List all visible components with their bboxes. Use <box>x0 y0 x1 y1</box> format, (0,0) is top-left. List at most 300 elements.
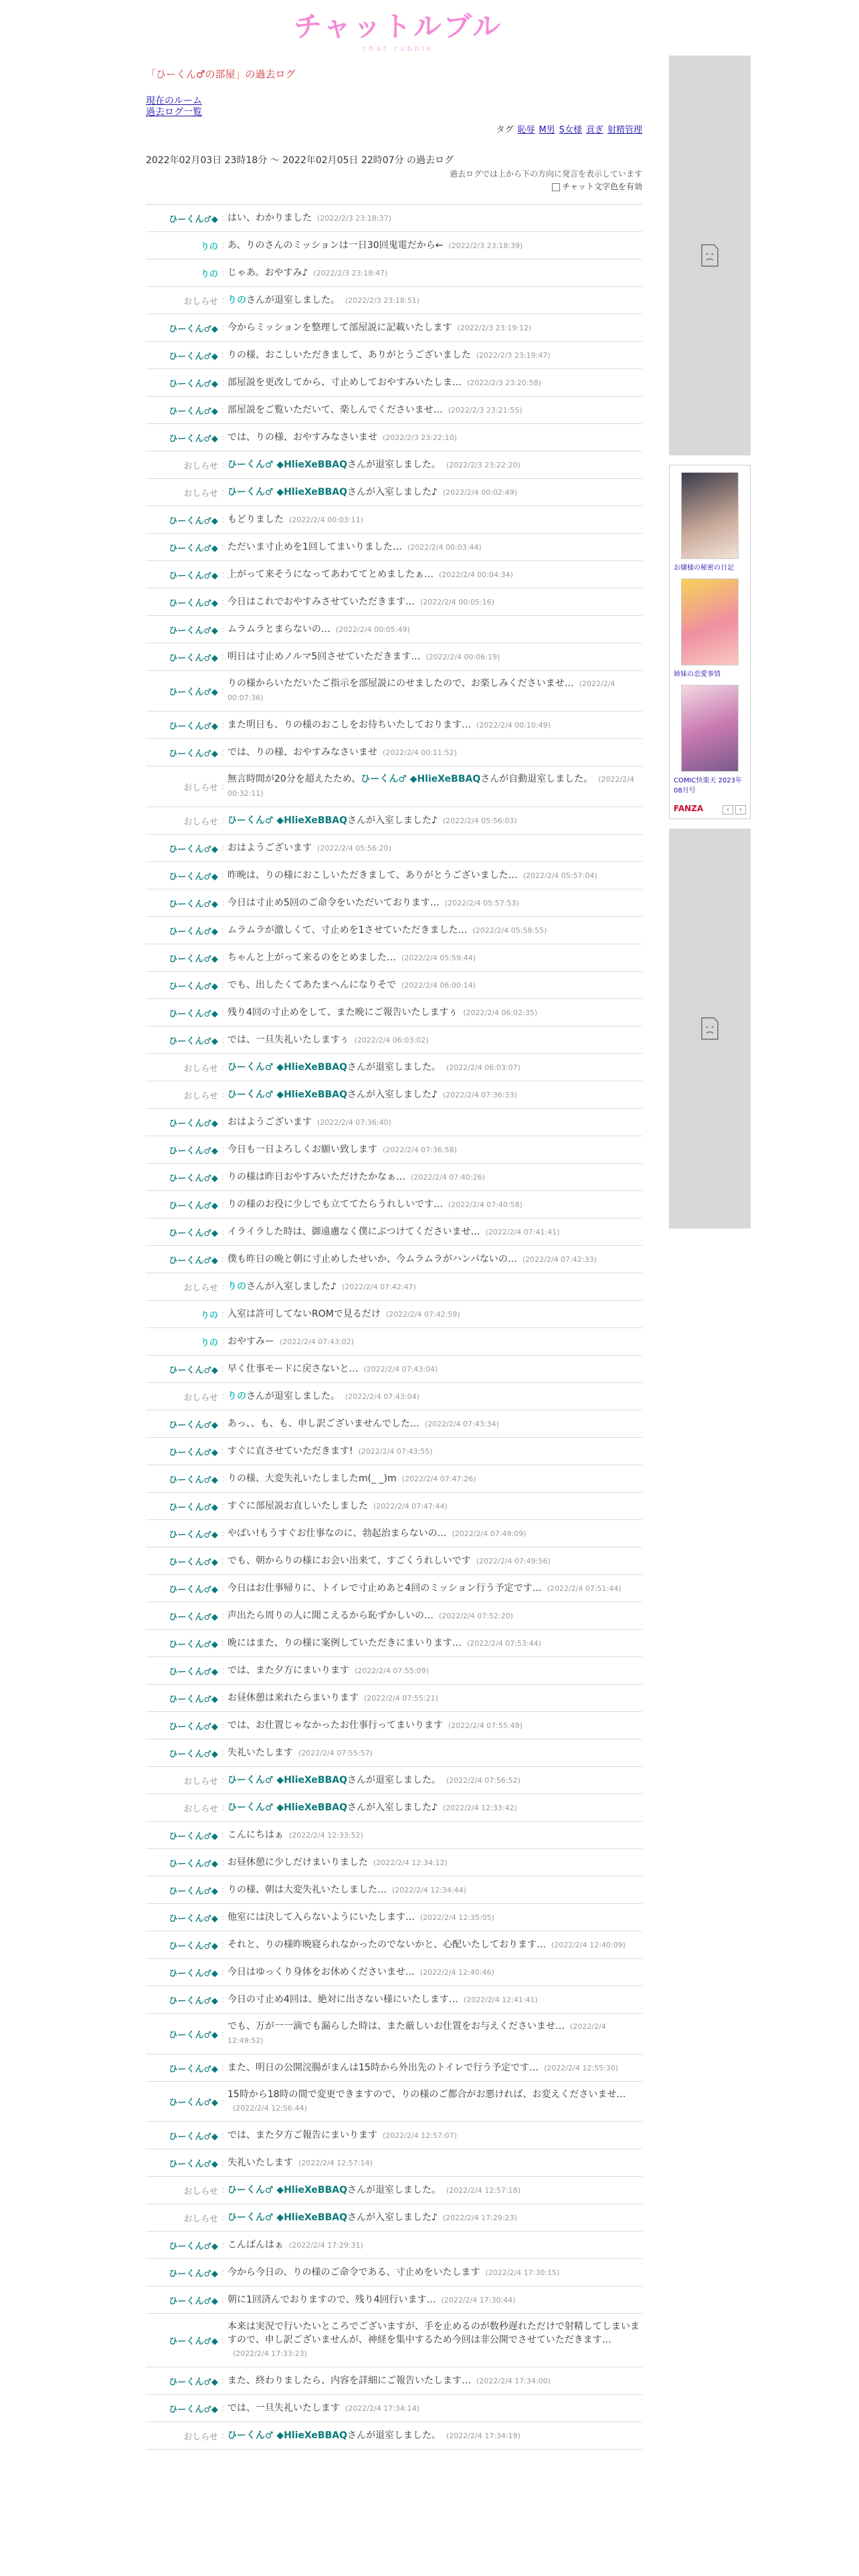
separator: : <box>221 1858 225 1867</box>
timestamp: (2022/2/4 00:05:16) <box>420 597 494 607</box>
chat-row <box>146 479 642 506</box>
separator: : <box>221 1145 225 1154</box>
message-text <box>227 951 642 965</box>
current-room-link[interactable]: 現在のルーム <box>146 96 202 106</box>
notice-text: さんが入室しました♪ <box>347 486 438 498</box>
checkbox[interactable] <box>552 183 560 191</box>
message-body: 今から今日の、りの様のご命令である、寸止めをいたします <box>227 2266 480 2278</box>
chat-row <box>146 944 642 972</box>
chat-row <box>146 1602 642 1630</box>
speaker-name: ひーくん♂◆ <box>169 1365 218 1376</box>
separator: : <box>221 2431 225 2440</box>
message-body: 今日はこれでおやすみさせていただきます… <box>227 596 415 607</box>
timestamp: (2022/2/4 12:33:52) <box>289 1830 363 1840</box>
separator: : <box>221 1748 225 1757</box>
message-body: りの様、大変失礼いたしましたm(_ _)m <box>227 1473 397 1484</box>
message-body: イライラした時は、御遠慮なく僕にぶつけてくださいませ… <box>227 1226 480 1237</box>
message-text <box>227 1774 642 1788</box>
separator: : <box>221 1446 225 1456</box>
separator: : <box>221 1309 225 1319</box>
chat-row <box>146 2259 642 2286</box>
notice-user: りの <box>227 1390 246 1402</box>
chat-row <box>146 1520 642 1547</box>
timestamp: (2022/2/4 05:56:03) <box>442 816 517 825</box>
message-text <box>227 595 642 609</box>
notice-user: ひーくん♂ ◆HlieXeBBAQ <box>227 1089 347 1100</box>
chat-row <box>146 506 642 534</box>
chat-row <box>146 1712 642 1739</box>
separator: : <box>221 1638 225 1648</box>
tag-list <box>146 122 642 136</box>
speaker-name: おしらせ <box>183 1392 218 1403</box>
speaker-name: ひーくん♂◆ <box>169 214 218 225</box>
chat-row <box>146 739 642 766</box>
speaker-name: おしらせ <box>183 296 218 307</box>
separator: : <box>221 1227 225 1237</box>
message-body: また明日も、りの様のおこしをお待ちいたしております… <box>227 719 471 730</box>
separator: : <box>221 1885 225 1895</box>
timestamp: (2022/2/3 23:21:55) <box>448 405 522 415</box>
separator: : <box>221 843 225 853</box>
site-logo[interactable] <box>274 9 522 55</box>
separator: : <box>221 1830 225 1840</box>
speaker-name: ひーくん♂◆ <box>169 1639 218 1650</box>
separator: : <box>221 2213 225 2222</box>
chat-row <box>146 2054 642 2082</box>
timestamp: (2022/2/4 07:40:26) <box>411 1172 485 1182</box>
timestamp: (2022/2/3 23:19:12) <box>457 323 532 332</box>
separator: : <box>221 1337 225 1346</box>
tag-link[interactable]: 恥辱 <box>517 125 535 135</box>
chat-row <box>146 287 642 314</box>
message-body: でも、朝からりの様にお会い出来て、すごくうれしいです <box>227 1555 471 1566</box>
speaker-name: ひーくん♂◆ <box>169 1968 218 1979</box>
speaker-name: ひーくん♂◆ <box>169 1694 218 1705</box>
message-text <box>227 924 642 938</box>
speaker-name: ひーくん♂◆ <box>169 1557 218 1568</box>
separator: : <box>221 2185 225 2195</box>
message-body: すぐに部屋説お直しいたしました <box>227 1500 368 1511</box>
chat-row <box>146 2232 642 2259</box>
speaker-name: ひーくん♂◆ <box>169 570 218 581</box>
message-body: 他室には決して入らないようにいたします… <box>227 1911 415 1923</box>
chat-row <box>146 1685 642 1712</box>
message-body: では、一旦失礼いたしますぅ <box>227 1034 349 1045</box>
next-arrow-icon[interactable]: › <box>735 805 746 815</box>
chat-row <box>146 1081 642 1109</box>
chat-row <box>146 1931 642 1959</box>
speaker-name: ひーくん♂◆ <box>169 1447 218 1458</box>
ad-caption[interactable]: COMIC快楽天 2023年08月号 <box>674 777 743 794</box>
message-text <box>227 2020 642 2048</box>
chat-row <box>146 1904 642 1931</box>
chat-row <box>146 2367 642 2395</box>
timestamp: (2022/2/4 17:30:44) <box>441 2295 516 2304</box>
timestamp: (2022/2/4 00:03:44) <box>407 542 482 552</box>
speaker-name: ひーくん♂◆ <box>169 2404 218 2415</box>
message-body: 今日はお仕事帰りに、トイレで寸止めあと4回のミッション行う予定です… <box>227 1582 542 1594</box>
notice-text: さんが退室しました。 <box>347 2430 441 2441</box>
separator: : <box>221 460 225 469</box>
separator: : <box>221 1255 225 1264</box>
message-text <box>227 1527 642 1541</box>
message-text <box>227 1115 642 1130</box>
separator: : <box>221 2403 225 2413</box>
timestamp: (2022/2/4 07:55:57) <box>298 1748 373 1757</box>
speaker-name: ひーくん♂◆ <box>169 1584 218 1595</box>
speaker-name: おしらせ <box>183 1063 218 1074</box>
timestamp: (2022/2/4 17:34:14) <box>345 2403 419 2413</box>
notice-user: ひーくん♂ ◆HlieXeBBAQ <box>361 774 481 784</box>
speaker-name: ひーくん♂◆ <box>169 687 218 697</box>
notice-text: さんが入室しました♪ <box>347 1802 438 1813</box>
message-text <box>227 1253 642 1267</box>
speaker-name: ひーくん♂◆ <box>169 433 218 444</box>
speaker-name: ひーくん♂◆ <box>169 406 218 417</box>
notice-user: ひーくん♂ ◆HlieXeBBAQ <box>227 2184 347 2195</box>
speaker-name: ひーくん♂◆ <box>169 379 218 389</box>
tag-link[interactable]: S女様 <box>559 125 582 135</box>
speaker-name: ひーくん♂◆ <box>169 1146 218 1156</box>
broken-image-icon <box>699 1016 721 1041</box>
timestamp: (2022/2/4 05:59:44) <box>401 953 476 962</box>
separator: : <box>221 1474 225 1483</box>
message-text <box>227 1170 642 1184</box>
message-text <box>227 1664 642 1678</box>
chat-row <box>146 2177 642 2204</box>
message-text <box>227 1911 642 1925</box>
message-body: 明日は寸止めノルマ5回させていただきます… <box>227 651 421 662</box>
tag-label: タグ <box>496 125 514 135</box>
message-body: 15時から18時の間で変更できますので、りの様のご都合がお悪ければ、お変えくださいませ… <box>227 2089 626 2100</box>
message-text <box>227 1499 642 1513</box>
timestamp: (2022/2/4 07:56:52) <box>446 1776 520 1785</box>
timestamp: (2022/2/4 07:43:55) <box>358 1446 433 1456</box>
timestamp: (2022/2/4 06:02:35) <box>463 1008 538 1017</box>
message-text <box>227 896 642 910</box>
message-body: 上がって来そうになってあわててとめましたぁ… <box>227 568 434 580</box>
tag-link[interactable]: M男 <box>539 125 555 135</box>
message-text <box>227 2156 642 2170</box>
message-body: 昨晩は、りの様におこしいただきまして、ありがとうございました… <box>227 869 518 881</box>
chat-row <box>146 835 642 862</box>
timestamp: (2022/2/4 07:49:09) <box>452 1529 527 1538</box>
speaker-name: おしらせ <box>183 488 218 499</box>
message-text <box>227 1061 642 1075</box>
speaker-name: ひーくん♂◆ <box>169 2337 218 2347</box>
ad-caption[interactable]: お嬢様の秘密の日記 <box>674 564 734 572</box>
separator: : <box>221 597 225 607</box>
fanza-logo[interactable]: FANZA <box>674 804 704 813</box>
chat-row <box>146 1876 642 1904</box>
speaker-name: おしらせ <box>183 782 218 793</box>
ad-thumbnail[interactable] <box>681 578 739 665</box>
message-body: また、明日の公開浣腸がまんは15時から外出先のトイレで行う予定です… <box>227 2062 539 2073</box>
message-text <box>227 1006 642 1020</box>
message-text <box>227 458 642 472</box>
ad-footer <box>674 801 746 815</box>
notice-text: さんが退室しました。 <box>347 2184 441 2195</box>
timestamp: (2022/2/3 23:18:47) <box>313 268 388 278</box>
message-body: 今日は寸止め5回のご命令をいただいております… <box>227 897 440 908</box>
speaker-name: ひーくん♂◆ <box>169 1255 218 1266</box>
timestamp: (2022/2/4 12:56:44) <box>233 2104 307 2113</box>
separator: : <box>221 898 225 907</box>
message-text <box>227 431 642 445</box>
chat-log <box>146 204 642 2450</box>
ad-pager <box>721 801 746 815</box>
separator: : <box>221 2097 225 2107</box>
tag-link[interactable]: 貢ぎ <box>585 125 603 135</box>
speaker-name: ひーくん♂◆ <box>169 2268 218 2279</box>
timestamp: (2022/2/4 17:29:31) <box>289 2240 363 2250</box>
timestamp: (2022/2/4 07:51:44) <box>547 1584 622 1593</box>
message-text <box>227 1390 642 1404</box>
speaker-name: ひーくん♂◆ <box>169 625 218 636</box>
speaker-name: ひーくん♂◆ <box>169 2030 218 2040</box>
message-text <box>227 1444 642 1459</box>
message-body: では、りの様、おやすみなさいませ <box>227 431 377 443</box>
chat-row <box>146 1328 642 1356</box>
timestamp: (2022/2/4 17:33:23) <box>233 2349 307 2358</box>
timestamp: (2022/2/4 07:43:04) <box>363 1364 438 1374</box>
message-text <box>227 1033 642 1047</box>
chat-row <box>146 1959 642 1986</box>
separator: : <box>221 686 225 695</box>
notice-prefix: 無言時間が20分を超えたため、 <box>227 774 361 784</box>
message-body: 今日の寸止め4回は、絶対に出さない様にいたします… <box>227 1994 458 2005</box>
timestamp: (2022/2/4 17:29:23) <box>442 2213 517 2222</box>
prev-arrow-icon[interactable]: ‹ <box>723 805 733 815</box>
ad-banner-top[interactable] <box>669 56 751 455</box>
message-body: すぐに直させていただきます! <box>227 1445 353 1457</box>
message-body: では、りの様、おやすみなさいませ <box>227 746 377 758</box>
notice-text: さんが自動退室しました。 <box>480 774 593 784</box>
separator: : <box>221 1392 225 1401</box>
message-text <box>227 1335 642 1349</box>
speaker-name: ひーくん♂◆ <box>169 1118 218 1129</box>
message-body: 失礼いたします <box>227 2157 293 2168</box>
message-text <box>227 376 642 390</box>
speaker-name: ひーくん♂◆ <box>169 871 218 882</box>
message-text <box>227 321 642 335</box>
chat-row <box>146 2314 642 2367</box>
chat-row <box>146 369 642 397</box>
timestamp: (2022/2/4 07:55:09) <box>355 1666 429 1675</box>
message-body: ただいま寸止めを1回してまいりました… <box>227 541 402 552</box>
message-body: 部屋説をご覧いただいて、楽しんでくださいませ… <box>227 404 443 415</box>
timestamp: (2022/2/4 17:34:19) <box>446 2431 520 2440</box>
message-body: 本来は実況で行いたいところでございますが、手を止めるのが数秒遅れただけで射精してしまいますので、申し訳ございませんが、神経を集中するため今回は非公開でさせていただきます… <box>227 2321 640 2345</box>
speaker-name: ひーくん♂◆ <box>169 721 218 732</box>
timestamp: (2022/2/4 12:57:14) <box>298 2158 373 2167</box>
chat-row <box>146 2395 642 2422</box>
message-text <box>227 1746 642 1760</box>
message-body: 晩にはまた、りの様に案例していただきにまいります… <box>227 1637 462 1648</box>
notice-text: さんが退室しました。 <box>246 1390 340 1402</box>
message-body: はい、わかりました <box>227 212 312 223</box>
message-text <box>227 772 642 800</box>
timestamp: (2022/2/4 00:04:34) <box>439 570 513 579</box>
message-text <box>227 718 642 732</box>
message-text <box>227 1719 642 1733</box>
notice-user: ひーくん♂ ◆HlieXeBBAQ <box>227 459 347 470</box>
speaker-name: ひーくん♂◆ <box>169 1721 218 1732</box>
timestamp: (2022/2/4 07:55:49) <box>448 1721 522 1730</box>
chat-row <box>146 1547 642 1575</box>
speaker-name: おしらせ <box>183 2432 218 2442</box>
speaker-name: ひーくん♂◆ <box>169 1749 218 1759</box>
chat-color-toggle-label: チャット文字色を有効 <box>562 182 642 191</box>
speaker-name: ひーくん♂◆ <box>169 2159 218 2169</box>
ad-caption[interactable]: 姉妹の恋愛事情 <box>674 671 721 678</box>
separator: : <box>221 2376 225 2385</box>
message-body: では、一旦失礼いたします <box>227 2402 340 2413</box>
notice-user: ひーくん♂ ◆HlieXeBBAQ <box>227 2430 347 2441</box>
tag-link[interactable]: 射精管理 <box>607 125 642 135</box>
notice-user: ひーくん♂ ◆HlieXeBBAQ <box>227 1061 347 1073</box>
message-body: 失礼いたします <box>227 1747 293 1758</box>
chat-row <box>146 2014 642 2054</box>
chat-row <box>146 2122 642 2149</box>
timestamp: (2022/2/3 23:18:51) <box>345 296 419 305</box>
speaker-name: ひーくん♂◆ <box>169 1913 218 1924</box>
speaker-name: ひーくん♂◆ <box>169 543 218 554</box>
separator: : <box>221 1611 225 1620</box>
chat-row <box>146 972 642 999</box>
separator: : <box>221 1666 225 1675</box>
timestamp: (2022/2/4 07:36:33) <box>442 1090 517 1099</box>
separator: : <box>221 1995 225 2004</box>
message-body: 僕も昨日の晩と朝に寸止めしたせいか、今ムラムラがハンパないの… <box>227 1253 517 1265</box>
message-text <box>227 650 642 664</box>
chat-row <box>146 259 642 287</box>
separator: : <box>221 926 225 935</box>
message-text <box>227 978 642 992</box>
separator: : <box>221 1803 225 1812</box>
message-body: りの様からいただいたご指示を部屋説にのせましたので、お楽しみくださいませ… <box>227 678 574 689</box>
message-text <box>227 1801 642 1815</box>
message-body: おはようございます <box>227 1116 312 1128</box>
chat-row <box>146 1493 642 1520</box>
speaker-name: りの <box>200 241 218 252</box>
ad-thumbnail[interactable] <box>681 472 739 559</box>
speaker-name: おしらせ <box>183 1283 218 1293</box>
chat-row <box>146 889 642 917</box>
separator: : <box>221 515 225 524</box>
timestamp: (2022/2/4 12:57:07) <box>383 2131 457 2140</box>
chat-row <box>146 1109 642 1136</box>
separator: : <box>221 350 225 360</box>
chat-row <box>146 424 642 451</box>
speaker-name: おしらせ <box>183 817 218 827</box>
speaker-name: ひーくん♂◆ <box>169 1886 218 1897</box>
message-text <box>227 2211 642 2225</box>
chat-row <box>146 712 642 739</box>
chat-row <box>146 588 642 616</box>
message-text <box>227 1225 642 1239</box>
message-text <box>227 2293 642 2307</box>
page-title: 「ひーくん♂の部屋」の過去ログ <box>146 68 296 80</box>
chat-row <box>146 1822 642 1849</box>
timestamp: (2022/2/4 07:53:44) <box>467 1638 541 1648</box>
separator: : <box>221 542 225 552</box>
message-text <box>227 1883 642 1897</box>
timestamp: (2022/2/4 12:41:41) <box>463 1995 538 2004</box>
notice-text: さんが入室しました♪ <box>347 1089 438 1100</box>
chat-row <box>146 616 642 643</box>
message-body: おはようございます <box>227 842 312 853</box>
speaker-name: ひーくん♂◆ <box>169 1996 218 2006</box>
ad-thumbnail[interactable] <box>681 685 739 772</box>
timestamp: (2022/2/3 23:18:39) <box>448 241 523 250</box>
chat-row <box>146 1246 642 1273</box>
message-text <box>227 2429 642 2443</box>
message-text <box>227 1993 642 2007</box>
message-text <box>227 2183 642 2197</box>
order-note: 過去ログでは上から下の方向に発言を表示しています <box>449 169 642 179</box>
chat-row <box>146 1575 642 1602</box>
chat-row <box>146 766 642 807</box>
notice-user: ひーくん♂ ◆HlieXeBBAQ <box>227 1774 347 1786</box>
chat-row <box>146 2422 642 2450</box>
timestamp: (2022/2/4 07:47:26) <box>401 1474 476 1483</box>
speaker-name: ひーくん♂◆ <box>169 1173 218 1184</box>
chat-color-toggle[interactable] <box>146 181 642 192</box>
timestamp: (2022/2/4 00:07:36) <box>227 679 615 702</box>
separator: : <box>221 1063 225 1072</box>
separator: : <box>221 2063 225 2072</box>
message-text <box>227 2320 642 2361</box>
speaker-name: ひーくん♂◆ <box>169 2296 218 2306</box>
chat-row <box>146 2082 642 2122</box>
timestamp: (2022/2/4 12:34:44) <box>392 1885 466 1895</box>
speaker-name: ひーくん♂◆ <box>169 1831 218 1842</box>
timestamp: (2022/2/4 07:52:20) <box>439 1611 513 1620</box>
chat-row <box>146 1794 642 1822</box>
message-body: では、お仕置じゃなかったお仕事行ってまいります <box>227 1719 443 1731</box>
ad-banner-bottom[interactable] <box>669 829 751 1228</box>
separator: : <box>221 2029 225 2038</box>
separator: : <box>221 652 225 661</box>
speaker-name: ひーくん♂◆ <box>169 1941 218 1951</box>
chat-row <box>146 561 642 588</box>
speaker-name: ひーくん♂◆ <box>169 954 218 964</box>
speaker-name: ひーくん♂◆ <box>169 516 218 526</box>
message-body: 今日も一日よろしくお願い致します <box>227 1144 377 1155</box>
notice-text: さんが入室しました♪ <box>347 815 438 826</box>
message-text <box>227 623 642 637</box>
notice-text: さんが退室しました。 <box>246 294 340 306</box>
speaker-name: りの <box>200 269 218 280</box>
speaker-name: りの <box>200 1310 218 1321</box>
past-log-list-link[interactable]: 過去ログ一覧 <box>146 107 202 118</box>
message-body: でも、万が一一滴でも漏らした時は、また厳しいお仕置をお与えくださいませ… <box>227 2021 565 2032</box>
message-text <box>227 1554 642 1568</box>
message-text <box>227 1143 642 1157</box>
timestamp: (2022/2/4 12:40:46) <box>419 1967 494 1977</box>
separator: : <box>221 2335 225 2345</box>
speaker-name: ひーくん♂◆ <box>169 926 218 937</box>
separator: : <box>221 2131 225 2140</box>
message-body: こんにちはぁ <box>227 1829 284 1840</box>
message-text <box>227 568 642 582</box>
speaker-name: ひーくん♂◆ <box>169 1008 218 1019</box>
chat-row <box>146 1739 642 1767</box>
message-body: 早く仕事モードに戻さないと… <box>227 1363 359 1374</box>
timestamp: (2022/2/4 00:03:11) <box>289 515 363 524</box>
log-period: 2022年02月03日 23時18分 〜 2022年02月05日 22時07分 の過去ログ <box>146 155 454 166</box>
